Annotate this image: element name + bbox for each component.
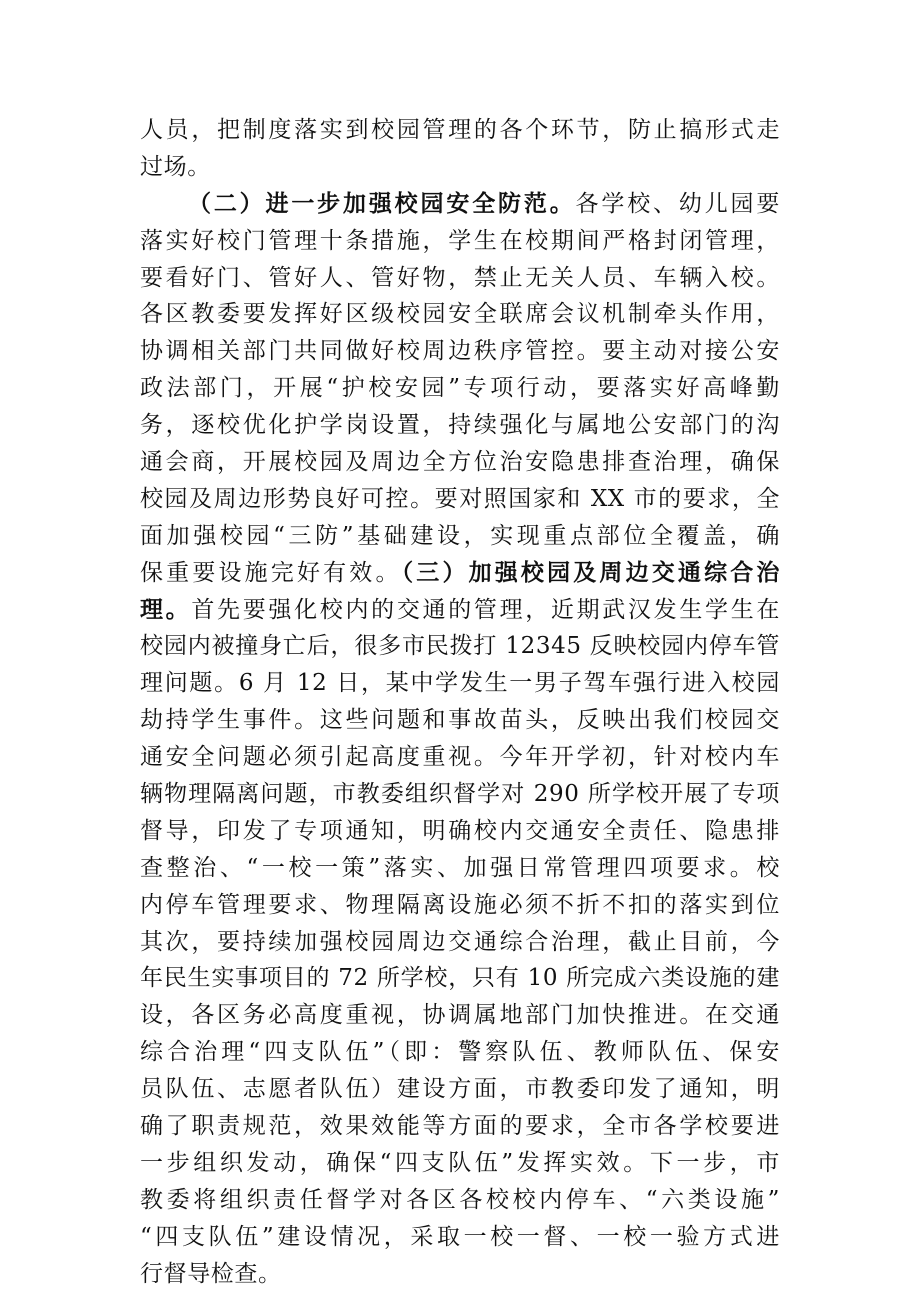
text-line: 协调相关部门共同做好校周边秩序管控。要主动对接公安	[140, 338, 780, 365]
document-body	[140, 112, 780, 1293]
text-line: 各区教委要发挥好区级校园安全联席会议机制牵头作用，	[140, 301, 780, 328]
text-line: 综合治理“四支队伍”（即：警察队伍、教师队伍、保安	[140, 1039, 780, 1066]
text-span: 各学校、幼儿园要	[575, 190, 780, 217]
text-line: 过场。	[140, 153, 211, 180]
text-line	[140, 186, 780, 223]
text-line: 行督导检查。	[140, 1260, 282, 1287]
text-line: 辆物理隔离问题，市教委组织督学对 290 所学校开展了专项	[140, 781, 780, 808]
text-line: 劫持学生事件。这些问题和事故苗头，反映出我们校园交	[140, 707, 780, 734]
text-line: 人员，把制度落实到校园管理的各个环节，防止搞形式走	[140, 117, 780, 143]
text-line: 教委将组织责任督学对各区各校校内停车、“六类设施”	[140, 1186, 780, 1213]
text-line: 一步组织发动，确保“四支队伍”发挥实效。下一步，市	[140, 1149, 780, 1176]
text-line: 面加强校园“三防”基础建设，实现重点部位全覆盖，确	[140, 522, 780, 549]
text-line: 督导，印发了专项通知，明确校内交通安全责任、隐患排	[140, 817, 780, 844]
text-line: 校园内被撞身亡后，很多市民拨打 12345 反映校园内停车管	[140, 633, 780, 660]
text-line: 通安全问题必须引起高度重视。今年开学初，针对校内车	[140, 744, 780, 771]
text-line: 要看好门、管好人、管好物，禁止无关人员、车辆入校。	[140, 264, 780, 291]
section-heading-2: （二）进一步加强校园安全防范。	[188, 189, 576, 217]
section-heading-3-end: 理。	[140, 595, 192, 623]
text-line	[140, 555, 780, 592]
text-line: 员队伍、志愿者队伍）建设方面，市教委印发了通知，明	[140, 1076, 780, 1103]
section-heading-3: （三）加强校园及周边交通综合治	[401, 558, 780, 586]
text-span: 首先要强化校内的交通的管理，近期武汉发生学生在	[191, 596, 780, 623]
text-line: 查整治、“一校一策”落实、加强日常管理四项要求。校	[140, 854, 780, 881]
paragraph-1	[140, 112, 780, 186]
text-span: 保重要设施完好有效。	[140, 559, 402, 586]
text-line: 设，各区务必高度重视，协调属地部门加快推进。在交通	[140, 1002, 780, 1029]
text-line: 通会商，开展校园及周边全方位治安隐患排查治理，确保	[140, 449, 780, 476]
text-line: 内停车管理要求、物理隔离设施必须不折不扣的落实到位	[140, 891, 780, 918]
text-line: 政法部门，开展“护校安园”专项行动，要落实好高峰勤	[140, 375, 780, 402]
text-line	[140, 592, 780, 629]
text-line: 校园及周边形势良好可控。要对照国家和 XX 市的要求，全	[140, 485, 780, 512]
text-line: 其次，要持续加强校园周边交通综合治理，截止目前，今	[140, 928, 780, 955]
text-line: 务，逐校优化护学岗设置，持续强化与属地公安部门的沟	[140, 412, 780, 439]
text-line: 落实好校门管理十条措施，学生在校期间严格封闭管理，	[140, 227, 780, 254]
text-line: 年民生实事项目的 72 所学校，只有 10 所完成六类设施的建	[140, 965, 780, 992]
text-line: 理问题。6 月 12 日，某中学发生一男子驾车强行进入校园	[140, 670, 780, 697]
paragraph-2	[140, 186, 780, 1293]
text-line: 确了职责规范，效果效能等方面的要求，全市各学校要进	[140, 1113, 780, 1140]
text-line: “四支队伍”建设情况，采取一校一督、一校一验方式进	[140, 1223, 780, 1250]
